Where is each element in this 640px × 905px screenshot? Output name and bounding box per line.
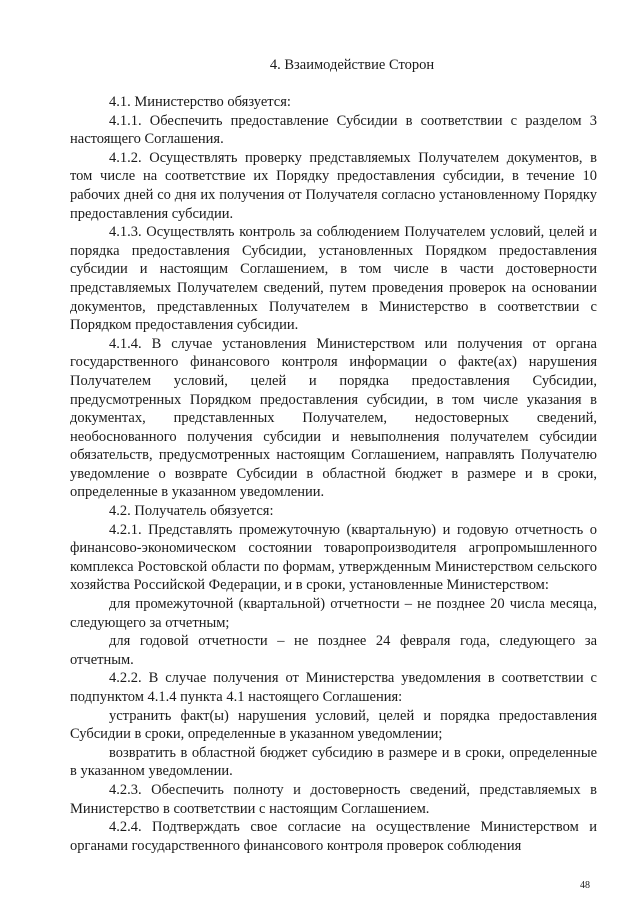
paragraph: 4.2.4. Подтверждать свое согласие на осуществление Министерством и органами государственного финансового контроля проверок соблюдения bbox=[70, 819, 597, 854]
paragraph: для годовой отчетности – не позднее 24 февраля года, следующего за отчетным. bbox=[70, 633, 597, 668]
paragraph: 4.1. Министерство обязуется: bbox=[109, 94, 291, 110]
paragraph: устранить факт(ы) нарушения условий, целей и порядка предоставления Субсидии в сроки, определенные в указанном уведомлении; bbox=[70, 707, 597, 743]
page-number: 48 bbox=[580, 880, 590, 891]
document-body bbox=[70, 93, 597, 855]
paragraph: 4.2.3. Обеспечить полноту и достоверность сведений, представляемых в Министерство в соответствии с настоящим Соглашением. bbox=[70, 781, 597, 817]
paragraph: для промежуточной (квартальной) отчетности – не позднее 20 числа месяца, следующего за отчетным; bbox=[70, 596, 597, 631]
section-title: 4. Взаимодействие Сторон bbox=[269, 57, 435, 73]
paragraph: 4.1.1. Обеспечить предоставление Субсидии в соответствии с разделом 3 настоящего Соглашения. bbox=[70, 112, 597, 148]
paragraph: 4.2.1. Представлять промежуточную (квартальную) и годовую отчетность о финансово-экономическом состоянии товаропроизводителя агропромышленного комплекса Ростовской области по формам, утвержденным Министерством сельского хозяйства Российской Федерации, и в сроки, установленные Министерством: bbox=[70, 521, 597, 594]
paragraph: 4.2.2. В случае получения от Министерства уведомления в соответствии с подпунктом 4.1.4 пункта 4.1 настоящего Соглашения: bbox=[70, 670, 597, 705]
paragraph: возвратить в областной бюджет субсидию в размере и в сроки, определенные в указанном уведомлении. bbox=[70, 744, 597, 780]
paragraph: 4.2. Получатель обязуется: bbox=[109, 503, 274, 520]
paragraph: 4.1.2. Осуществлять проверку представляемых Получателем документов, в том числе на соответствие их Порядку предоставления субсидии, в течение 10 рабочих дней со дня их получения от Получателя согласно установленному Порядку предоставления субсидии. bbox=[70, 149, 597, 222]
paragraph: 4.1.3. Осуществлять контроль за соблюдением Получателем условий, целей и порядка предоставления Субсидии, установленных Порядком предоставления субсидии и настоящим Соглашением, в том числе в части достоверности представляемых Получателем сведений, путем проведения проверок на основании документов, представленных Получателем в Министерство в соответствии с Порядком предоставления субсидии. bbox=[70, 224, 597, 334]
paragraph: 4.1.4. В случае установления Министерством или получения от органа государственного финансового контроля информации о факте(ах) нарушения Получателем условий, целей и порядка предоставления Субсидии, предусмотренных Порядком предоставления субсидии, в том числе указания в документах, представленных Получателем, недостоверных сведений, необоснованного получения субсидии и невыполнения получателем субсидии обязательств, предусмотренных настоящим Соглашением, направлять Получателю уведомление о возврате Субсидии в областной бюджет в размере и в сроки, определенные в указанном уведомлении. bbox=[70, 335, 597, 501]
